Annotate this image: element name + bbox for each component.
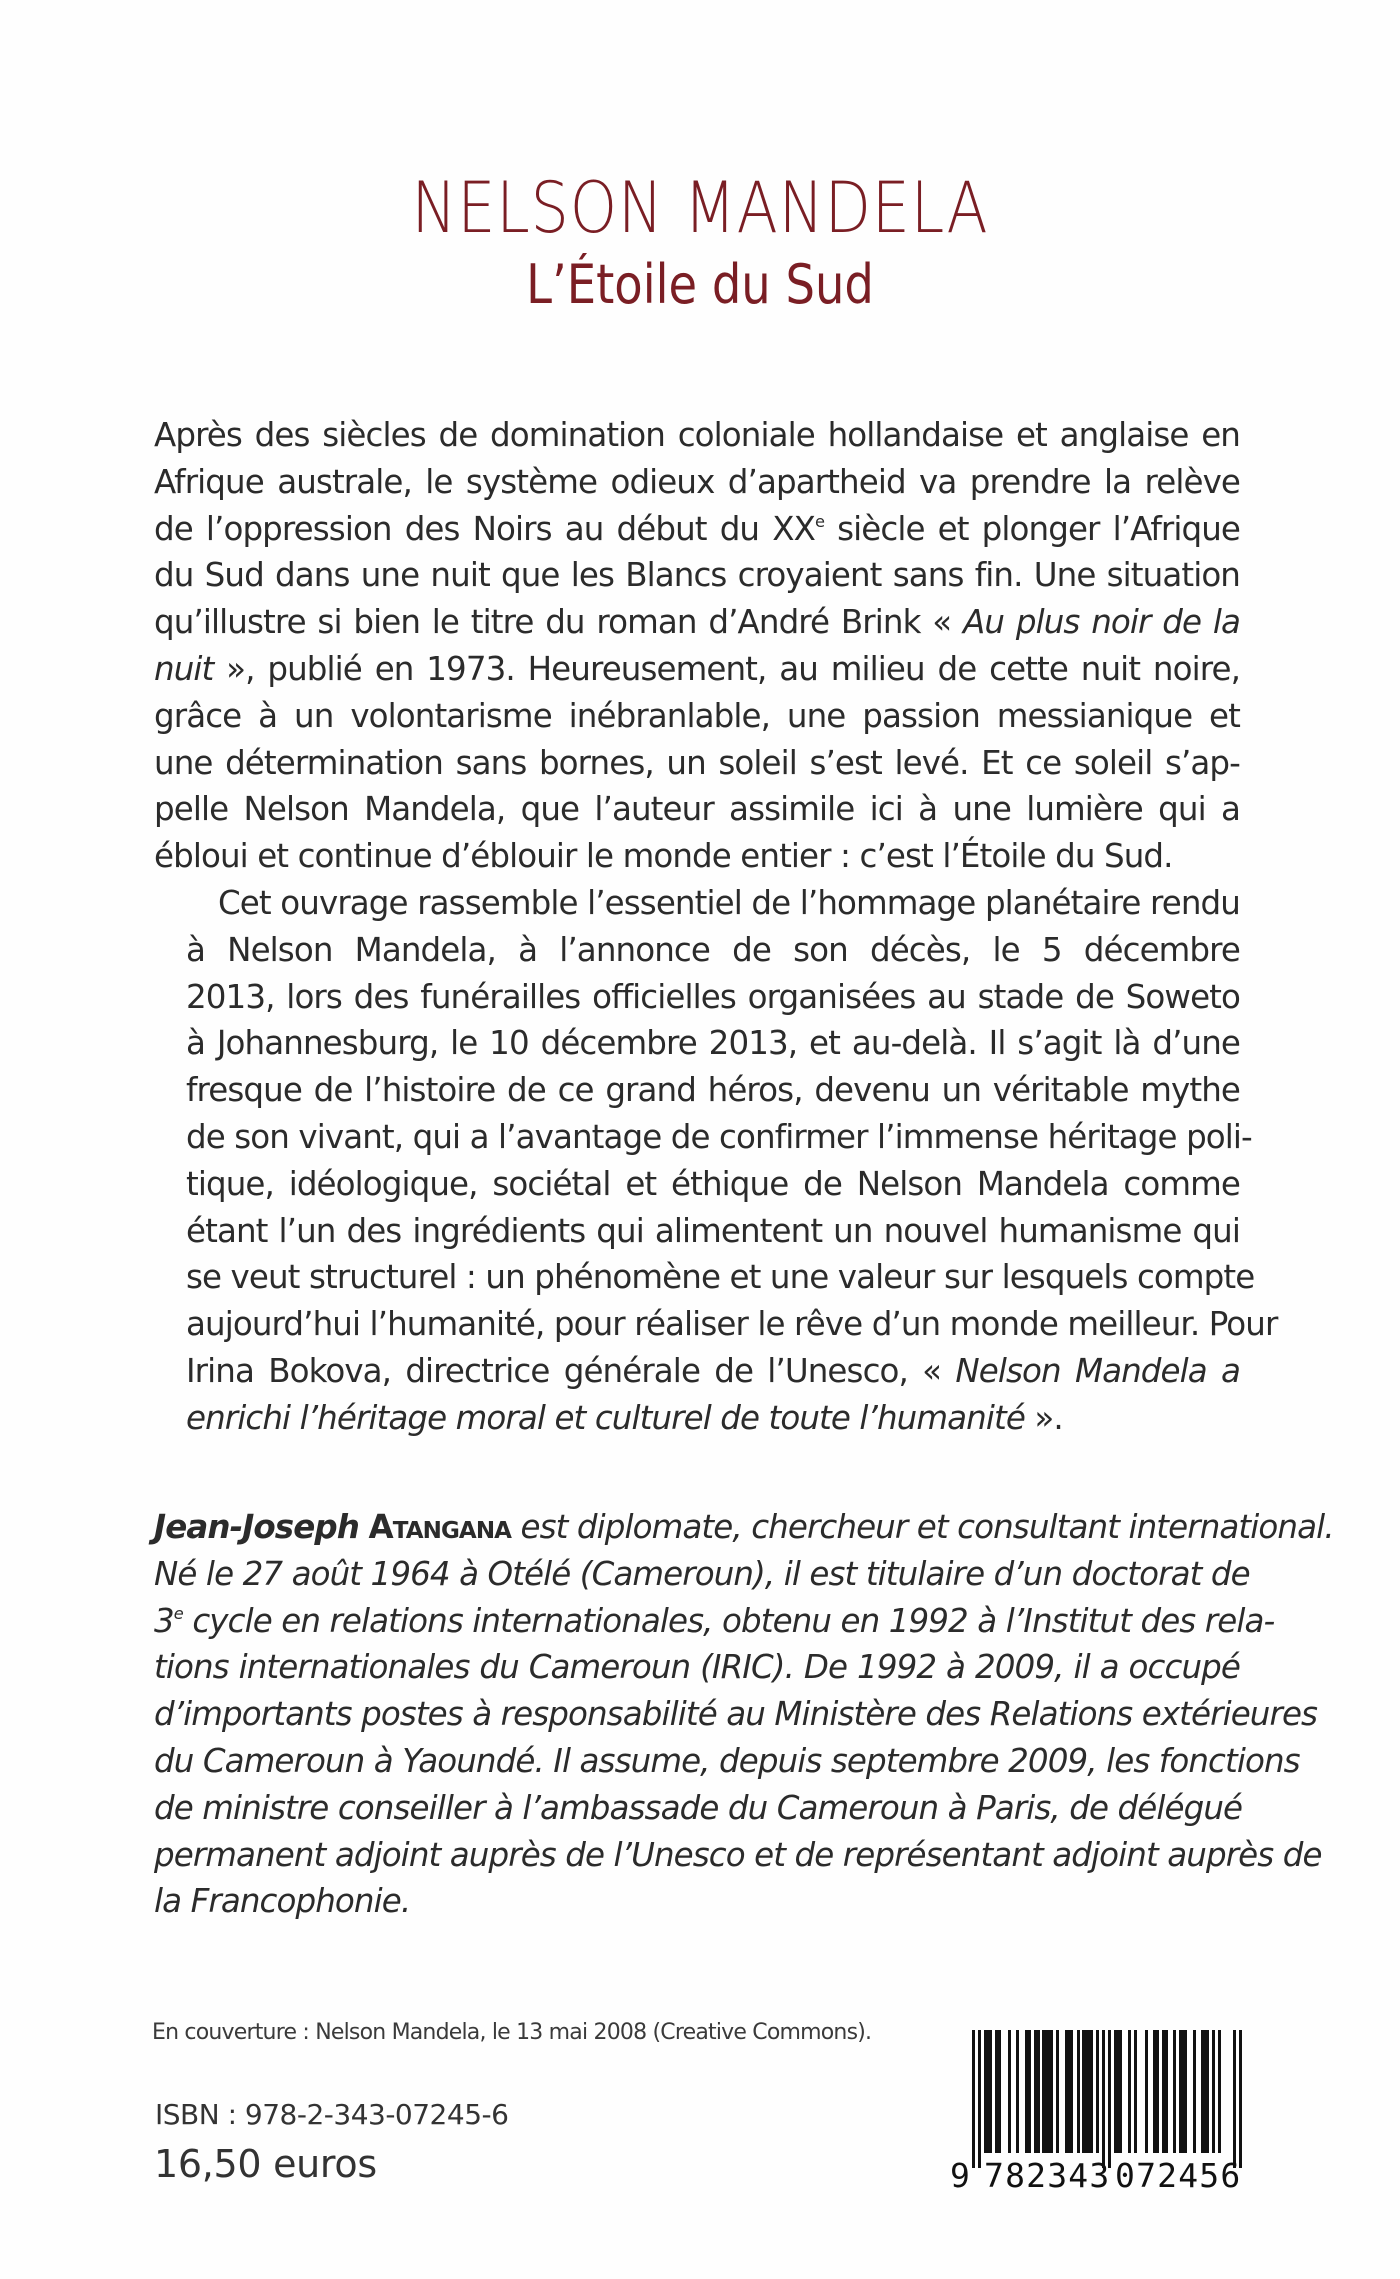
text-line: permanent adjoint auprès de l’Unesco et de représentant adjoint auprès de	[154, 1835, 1322, 1874]
text-line	[154, 1348, 1240, 1395]
text-line: du Cameroun à Yaoundé. Il assume, depuis septembre 2009, les fonctions	[154, 1741, 1300, 1780]
text-line: Afrique australe, le système odieux d’apartheid va prendre la relève	[154, 462, 1240, 501]
text-line: aujourd’hui l’humanité, pour réaliser le rêve d’un monde meilleur. Pour	[186, 1305, 1278, 1344]
text-line: d’importants postes à responsabilité au Ministère des Relations extérieures	[154, 1695, 1318, 1734]
text-line: ébloui et continue d’éblouir le monde entier : c’est l’Étoile du Sud.	[154, 837, 1173, 876]
novel-title-italic: Au plus noir de la	[963, 603, 1240, 642]
barcode-right-group: 072456	[1115, 2156, 1242, 2195]
isbn: ISBN : 978-2-343-07245-6	[155, 2098, 509, 2131]
text-line: de ministre conseiller à l’ambassade du Cameroun à Paris, de délégué	[154, 1788, 1243, 1827]
author-last-name: Atangana	[368, 1508, 512, 1546]
author-bio	[154, 1504, 1334, 1925]
text-line: à Nelson Mandela, à l’annonce de son décès, le 5 décembre	[186, 930, 1240, 969]
text-line	[154, 1598, 1275, 1645]
book-subtitle: L’Étoile du Sud	[526, 253, 874, 316]
text-line: Cet ouvrage rassemble l’essentiel de l’hommage planétaire rendu	[218, 883, 1240, 922]
text-run: ».	[1024, 1398, 1063, 1437]
cover-photo-credit: En couverture : Nelson Mandela, le 13 mai 2008 (Creative Commons).	[152, 2020, 872, 2045]
text-run: est diplomate, chercheur et consultant international.	[511, 1508, 1334, 1546]
text-line	[154, 1504, 1334, 1551]
text-line: la Francophonie.	[154, 1882, 411, 1921]
ean13-barcode	[950, 2028, 1250, 2195]
text-line: étant l’un des ingrédients qui alimentent un nouvel humanisme qui	[186, 1211, 1240, 1250]
quote-italic: Nelson Mandela a	[955, 1351, 1240, 1390]
text-line: tions internationales du Cameroun (IRIC). De 1992 à 2009, il a occupé	[154, 1648, 1240, 1687]
text-line: Après des siècles de domination coloniale hollandaise et anglaise en	[154, 416, 1240, 454]
summary-paragraph-2	[154, 880, 1278, 1442]
novel-title-italic: nuit	[154, 649, 214, 688]
superscript: e	[173, 1603, 183, 1623]
barcode-first-digit: 9	[950, 2156, 971, 2195]
text-run: de l’oppression des Noirs au début du XX	[154, 509, 815, 548]
text-line	[154, 646, 1240, 693]
text-line: pelle Nelson Mandela, que l’auteur assimile ici à une lumière qui a	[154, 790, 1240, 829]
text-run: 3	[154, 1601, 174, 1640]
book-title: NELSON MANDELA	[411, 167, 989, 249]
superscript: e	[814, 511, 825, 531]
text-line: se veut structurel : un phénomène et une valeur sur lesquels compte	[186, 1258, 1255, 1297]
quote-italic: enrichi l’héritage moral et culturel de toute l’humanité	[186, 1398, 1025, 1437]
text-line	[154, 599, 1240, 646]
barcode-left-group: 782343	[984, 2156, 1111, 2195]
text-run: Irina Bokova, directrice générale de l’Unesco, «	[186, 1351, 956, 1390]
text-line: Né le 27 août 1964 à Otélé (Cameroun), il est titulaire d’un doctorat de	[154, 1554, 1250, 1593]
text-line: fresque de l’histoire de ce grand héros, devenu un véritable mythe	[186, 1071, 1240, 1110]
author-first-name: Jean-Joseph	[154, 1508, 359, 1546]
book-summary	[154, 412, 1278, 1442]
text-line	[154, 506, 1240, 553]
price: 16,50 euros	[154, 2142, 377, 2186]
text-line: tique, idéologique, sociétal et éthique de Nelson Mandela comme	[186, 1164, 1240, 1203]
text-line: du Sud dans une nuit que les Blancs croyaient sans fin. Une situation	[154, 556, 1240, 595]
text-line: grâce à un volontarisme inébranlable, une passion messianique et	[154, 696, 1240, 735]
text-run: qu’illustre si bien le titre du roman d’André Brink «	[154, 603, 964, 642]
summary-paragraph-1	[154, 412, 1240, 880]
text-run: siècle et plonger l’Afrique	[824, 509, 1240, 548]
text-line: 2013, lors des funérailles officielles organisées au stade de Soweto	[186, 977, 1240, 1016]
text-line: à Johannesburg, le 10 décembre 2013, et au-delà. Il s’agit là d’une	[186, 1024, 1240, 1063]
text-line: une détermination sans bornes, un soleil s’est levé. Et ce soleil s’ap-	[154, 743, 1240, 782]
text-line: de son vivant, qui a l’avantage de confirmer l’immense héritage poli-	[186, 1117, 1252, 1156]
text-run: », publié en 1973. Heureusement, au milieu de cette nuit noire,	[213, 649, 1240, 688]
text-line	[154, 1395, 1240, 1442]
text-run: cycle en relations internationales, obtenu en 1992 à l’Institut des rela-	[182, 1601, 1275, 1640]
